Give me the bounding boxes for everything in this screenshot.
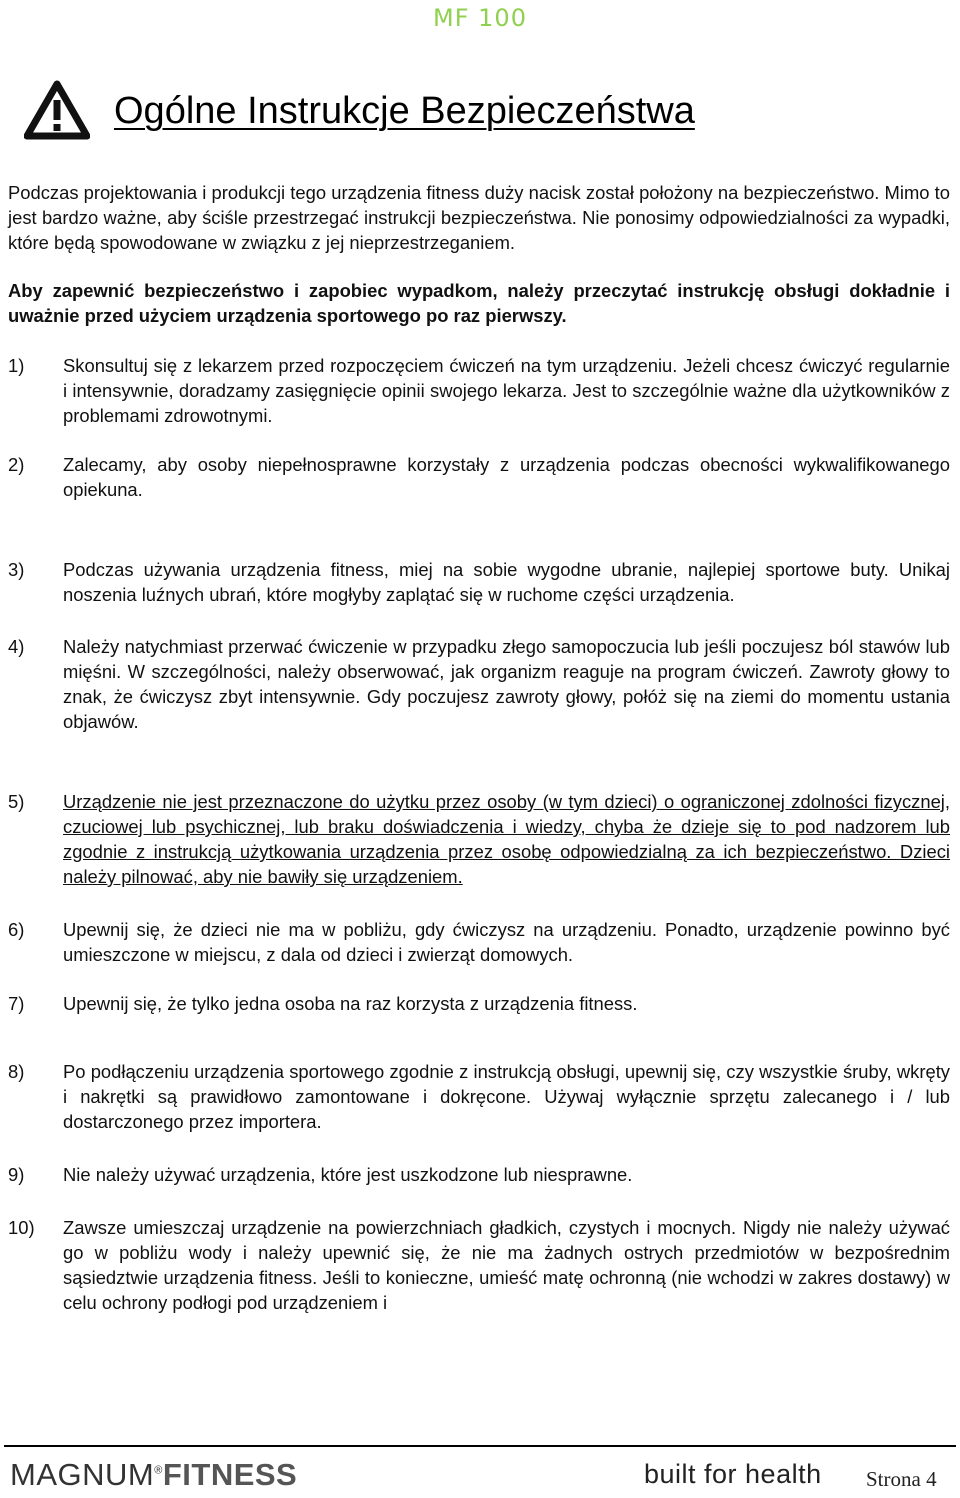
item-text: Podczas używania urządzenia fitness, miej na sobie wygodne ubranie, najlepiej sportowe buty. Unikaj noszenia luźnych ubrań, które mogłyby zaplątać się w ruchome części urządzenia. <box>63 559 950 605</box>
item-number: 6) <box>8 919 25 940</box>
page-title: Ogólne Instrukcje Bezpieczeństwa <box>114 90 695 132</box>
footer-divider <box>4 1445 956 1447</box>
item-text: Urządzenie nie jest przeznaczone do użytku przez osoby (w tym dzieci) o ograniczonej zdolności fizycznej, czuciowej lub psychicznej, lub braku doświadczenia i wiedzy, chyba że dzieje się to pod nadzorem lub zgodnie z instrukcją użytkowania urządzenia przez osobę odpowiedzialną za ich bezpieczeństwo. Dzieci należy pilnować, aby nie bawiły się urządzeniem. <box>63 791 950 887</box>
item-number: 10) <box>8 1217 35 1238</box>
list-item <box>8 1162 950 1187</box>
list-item <box>8 353 950 428</box>
item-number: 9) <box>8 1164 25 1185</box>
item-number: 1) <box>8 355 25 376</box>
item-number: 7) <box>8 993 25 1014</box>
item-text: Upewnij się, że tylko jedna osoba na raz korzysta z urządzenia fitness. <box>63 993 638 1014</box>
registered-mark: ® <box>154 1464 163 1477</box>
item-text: Zawsze umieszczaj urządzenie na powierzchniach gładkich, czystych i mocnych. Nigdy nie należy używać go w pobliżu wody i należy upewnić się, że nie ma żadnych ostrych przedmiotów w bezpośrednim sąsiedztwie urządzenia fitness. Jeśli to konieczne, umieść matę ochronną (nie wchodzi w zakres dostawy) w celu ochrony podłogi pod urządzeniem i <box>63 1217 950 1313</box>
intro-paragraph: Podczas projektowania i produkcji tego urządzenia fitness duży nacisk został położony na bezpieczeństwo. Mimo to jest bardzo ważne, aby ściśle przestrzegać instrukcji bezpieczeństwa. Nie ponosimy odpowiedzialności za wypadki, które będą spowodowane w związku z jej nieprzestrzeganiem. <box>8 182 950 253</box>
list-item <box>8 991 950 1016</box>
list-item <box>8 452 950 502</box>
list-item <box>8 557 950 607</box>
item-number: 5) <box>8 791 25 812</box>
item-text: Po podłączeniu urządzenia sportowego zgodnie z instrukcją obsługi, upewnij się, czy wszystkie śruby, wkręty i nakrętki są prawidłowo zamontowane i dokręcone. Używaj wyłącznie sprzętu zalecanego i / lub dostarczonego przez importera. <box>63 1061 950 1132</box>
list-item <box>8 1215 950 1315</box>
list-item <box>8 789 950 889</box>
item-text: Nie należy używać urządzenia, które jest uszkodzone lub niesprawne. <box>63 1164 633 1185</box>
list-item <box>8 634 950 734</box>
safety-list <box>8 353 950 1315</box>
page-number: Strona 4 <box>866 1467 937 1491</box>
item-text: Zalecamy, aby osoby niepełnosprawne korzystały z urządzenia podczas obecności wykwalifikowanego opiekuna. <box>63 454 950 500</box>
item-number: 4) <box>8 636 25 657</box>
brand-logo <box>10 1457 297 1493</box>
item-number: 8) <box>8 1061 25 1082</box>
list-item <box>8 1059 950 1134</box>
item-number: 3) <box>8 559 25 580</box>
emphasis-paragraph: Aby zapewnić bezpieczeństwo i zapobiec wypadkom, należy przeczytać instrukcję obsługi dokładnie i uważnie przed użyciem urządzenia sportowego po raz pierwszy. <box>8 280 950 326</box>
item-number: 2) <box>8 454 25 475</box>
page-footer <box>4 1443 956 1498</box>
item-text: Należy natychmiast przerwać ćwiczenie w przypadku złego samopoczucia lub jeśli poczujesz ból stawów lub mięśni. W szczególności, należy obserwować, jak organizm reaguje na program ćwiczeń. Zawroty głowy to znak, że ćwiczysz zbyt intensywnie. Gdy poczujesz zawroty głowy, połóż się na ziemi do momentu ustania objawów. <box>63 636 950 732</box>
warning-triangle-icon <box>24 80 90 140</box>
item-text: Skonsultuj się z lekarzem przed rozpoczęciem ćwiczeń na tym urządzeniu. Jeżeli chcesz ćwiczyć regularnie i intensywnie, doradzamy zasięgnięcie opinii swojego lekarza. Jest to szczególnie ważne dla użytkowników z problemami zdrowotnymi. <box>63 355 950 426</box>
document-code: MF 100 <box>433 4 527 32</box>
document-body <box>8 180 950 1315</box>
list-item <box>8 917 950 967</box>
brand-slogan: built for health <box>644 1459 822 1489</box>
item-text: Upewnij się, że dzieci nie ma w pobliżu, gdy ćwiczysz na urządzeniu. Ponadto, urządzenie powinno być umieszczone w miejscu, z dala od dzieci i zwierząt domowych. <box>63 919 950 965</box>
brand-name: MAGNUM <box>10 1457 155 1492</box>
brand-suffix: FITNESS <box>162 1457 298 1492</box>
